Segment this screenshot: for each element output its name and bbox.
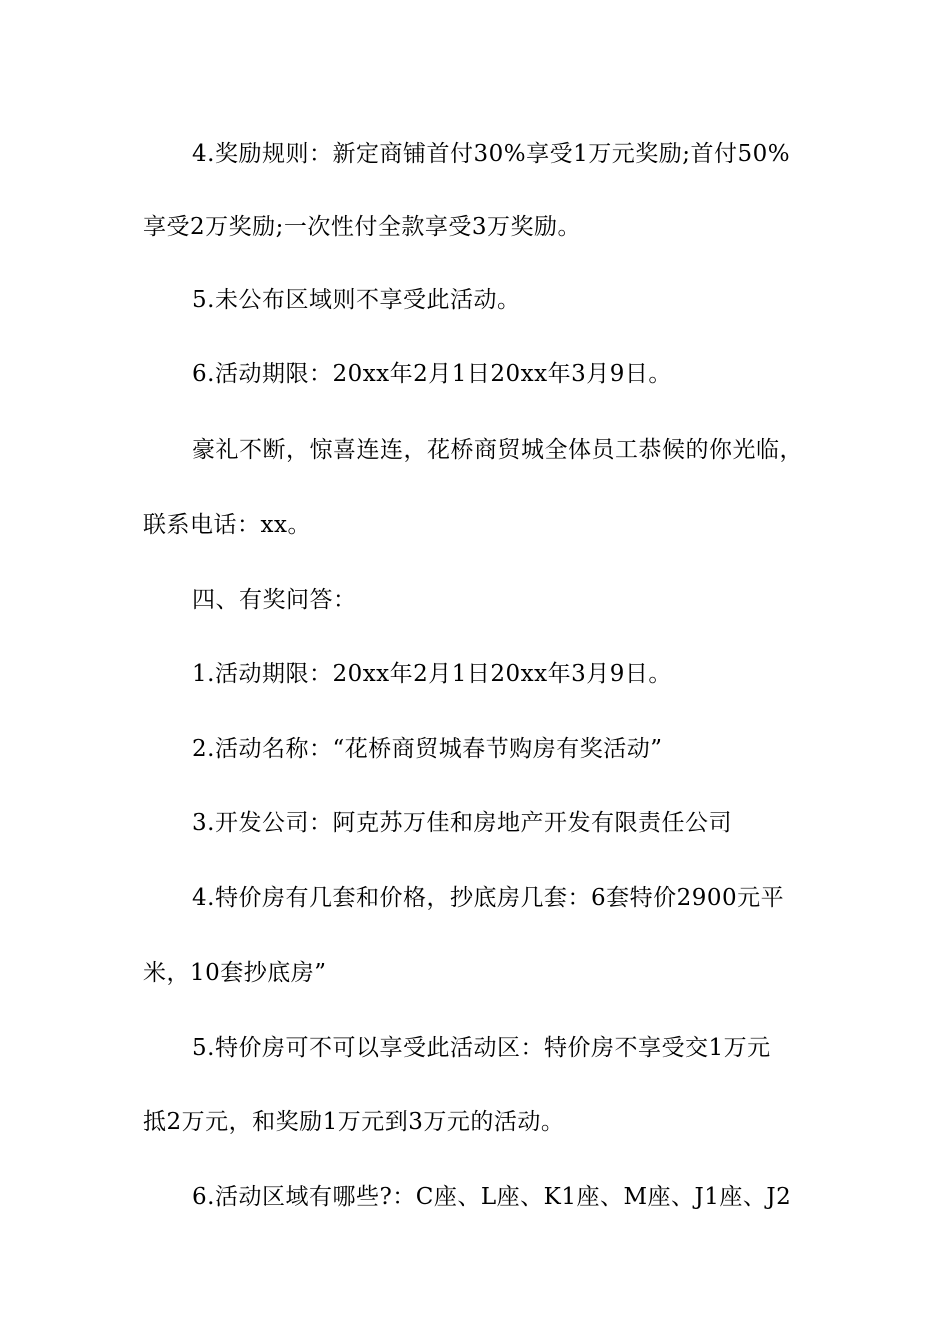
qa-item-5-cont: 抵2万元，和奖励1万元到3万元的活动。 <box>143 1109 565 1135</box>
qa-item-3: 3.开发公司：阿克苏万佳和房地产开发有限责任公司 <box>192 810 732 836</box>
qa-item-1: 1.活动期限：20xx年2月1日20xx年3月9日。 <box>192 661 672 687</box>
paragraph-activity-period: 6.活动期限：20xx年2月1日20xx年3月9日。 <box>192 361 672 387</box>
section-heading-qa: 四、有奖问答： <box>192 587 357 613</box>
paragraph-reward-rules: 4.奖励规则：新定商铺首付30%享受1万元奖励;首付50% <box>192 141 791 167</box>
paragraph-closing: 豪礼不断，惊喜连连，花桥商贸城全体员工恭候的你光临， <box>192 437 803 463</box>
paragraph-closing-cont: 联系电话：xx。 <box>143 512 311 538</box>
qa-item-4-cont: 米，10套抄底房” <box>143 960 327 986</box>
qa-item-6: 6.活动区域有哪些?：C座、L座、K1座、M座、J1座、J2 <box>192 1184 792 1210</box>
qa-item-2: 2.活动名称：“花桥商贸城春节购房有奖活动” <box>192 736 663 762</box>
paragraph-unpublished-area: 5.未公布区域则不享受此活动。 <box>192 287 521 313</box>
paragraph-reward-rules-cont: 享受2万奖励;一次性付全款享受3万奖励。 <box>143 214 582 240</box>
qa-item-4: 4.特价房有几套和价格，抄底房几套：6套特价2900元平 <box>192 885 785 911</box>
qa-item-5: 5.特价房可不可以享受此活动区：特价房不享受交1万元 <box>192 1035 771 1061</box>
